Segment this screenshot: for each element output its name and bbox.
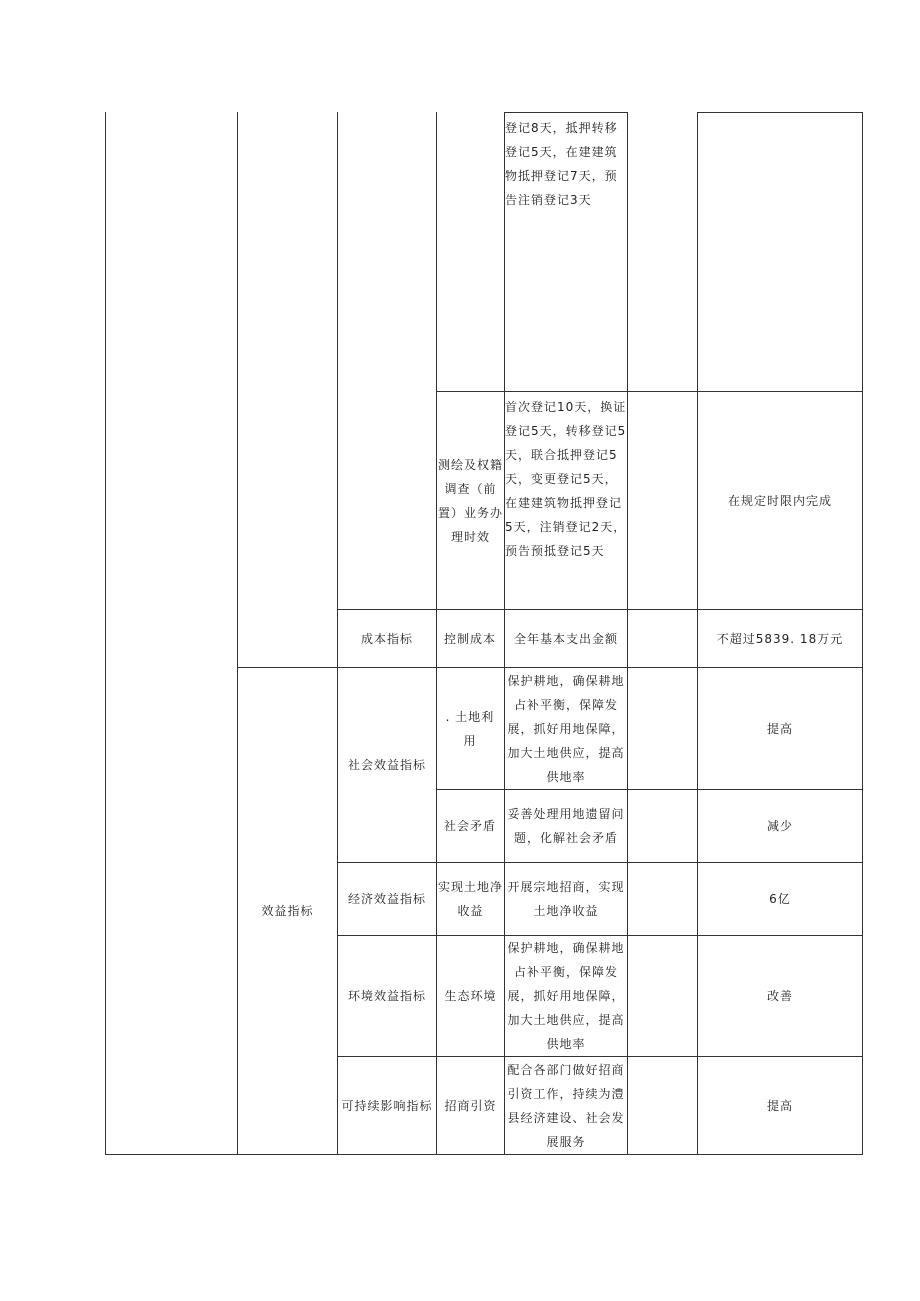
conflict-indicator: 社会矛盾 [443, 819, 496, 833]
land-use-indicator: . 土地利用 [445, 709, 495, 748]
grid-line [697, 112, 863, 113]
value-cell [698, 668, 862, 789]
cost-category: 成本指标 [360, 631, 413, 646]
land-use-value: 提高 [766, 721, 793, 736]
sustainable-category: 可持续影响指标 [341, 1098, 433, 1113]
value-cell [698, 392, 862, 609]
cost-target: 全年基本支出金额 [513, 631, 618, 646]
category-cell [338, 610, 436, 667]
table-border-left [105, 112, 106, 1155]
target-cell [505, 116, 627, 212]
indicator-cell [437, 392, 504, 609]
target-cell [507, 790, 625, 862]
conflict-value: 减少 [766, 819, 793, 833]
target-cell [505, 863, 627, 935]
sustainable-indicator: 招商引资 [444, 1098, 497, 1113]
category-cell [338, 668, 436, 862]
survey-indicator: 测绘及权籍调查（前置）业务办理时效 [437, 457, 503, 544]
grid-line [627, 112, 628, 1155]
sustainable-value: 提高 [766, 1098, 793, 1113]
value-cell [698, 1057, 862, 1154]
table-border-bottom [105, 1154, 863, 1155]
social-category: 社会效益指标 [347, 758, 426, 772]
indicator-cell [441, 668, 499, 789]
reg-cont-target: 登记8天，抵押转移登记5天，在建建筑物抵押登记7天，预告注销登记3天 [505, 121, 618, 207]
survey-target: 首次登记10天，换证登记5天，转移登记5天，联合抵押登记5天，变更登记5天，在建建筑物抵押登记5天，注销登记2天，预告预抵登记5天 [505, 400, 627, 558]
conflict-target: 妥善处理用地遗留问题，化解社会矛盾 [507, 807, 625, 845]
survey-value: 在规定时限内完成 [727, 493, 832, 508]
economic-category: 经济效益指标 [347, 892, 426, 906]
table-border-right [862, 112, 863, 1155]
land-use-target: 保护耕地，确保耕地占补平衡，保障发展，抓好用地保障，加大土地供应，提高供地率 [507, 673, 625, 784]
value-cell [698, 936, 862, 1056]
environment-indicator: 生态环境 [444, 989, 497, 1003]
indicator-cell [441, 610, 499, 667]
indicator-cell [437, 1057, 504, 1154]
economic-target: 开展宗地招商，实现土地净收益 [507, 880, 625, 918]
target-cell [507, 668, 625, 789]
indicator-cell [441, 790, 499, 862]
value-cell [698, 790, 862, 862]
economic-indicator: 实现土地净收益 [437, 880, 503, 918]
sustainable-target: 配合各部门做好招商引资工作，持续为澧县经济建设、社会发展服务 [507, 1062, 625, 1149]
indicator-cell [437, 863, 504, 935]
category-cell [338, 863, 436, 935]
cost-indicator: 控制成本 [443, 631, 496, 646]
category-cell [338, 1057, 436, 1154]
target-cell [505, 395, 627, 563]
target-cell [507, 1057, 625, 1154]
target-cell [507, 936, 625, 1056]
indicator-cell [437, 936, 504, 1056]
environment-target: 保护耕地，确保耕地占补平衡，保障发展，抓好用地保障，加大土地供应，提高供地率 [507, 941, 625, 1051]
value-cell [698, 863, 862, 935]
category-cell [338, 936, 436, 1056]
value-cell [698, 610, 862, 667]
economic-value: 6亿 [769, 892, 791, 906]
grid-line [504, 112, 628, 113]
cost-value: 不超过5839. 18万元 [716, 631, 844, 646]
environment-value: 改善 [766, 989, 793, 1003]
benefit-label: 效益指标 [261, 904, 314, 918]
target-cell [505, 610, 627, 667]
benefit-label-cell [238, 668, 337, 1154]
environment-category: 环境效益指标 [347, 989, 426, 1003]
